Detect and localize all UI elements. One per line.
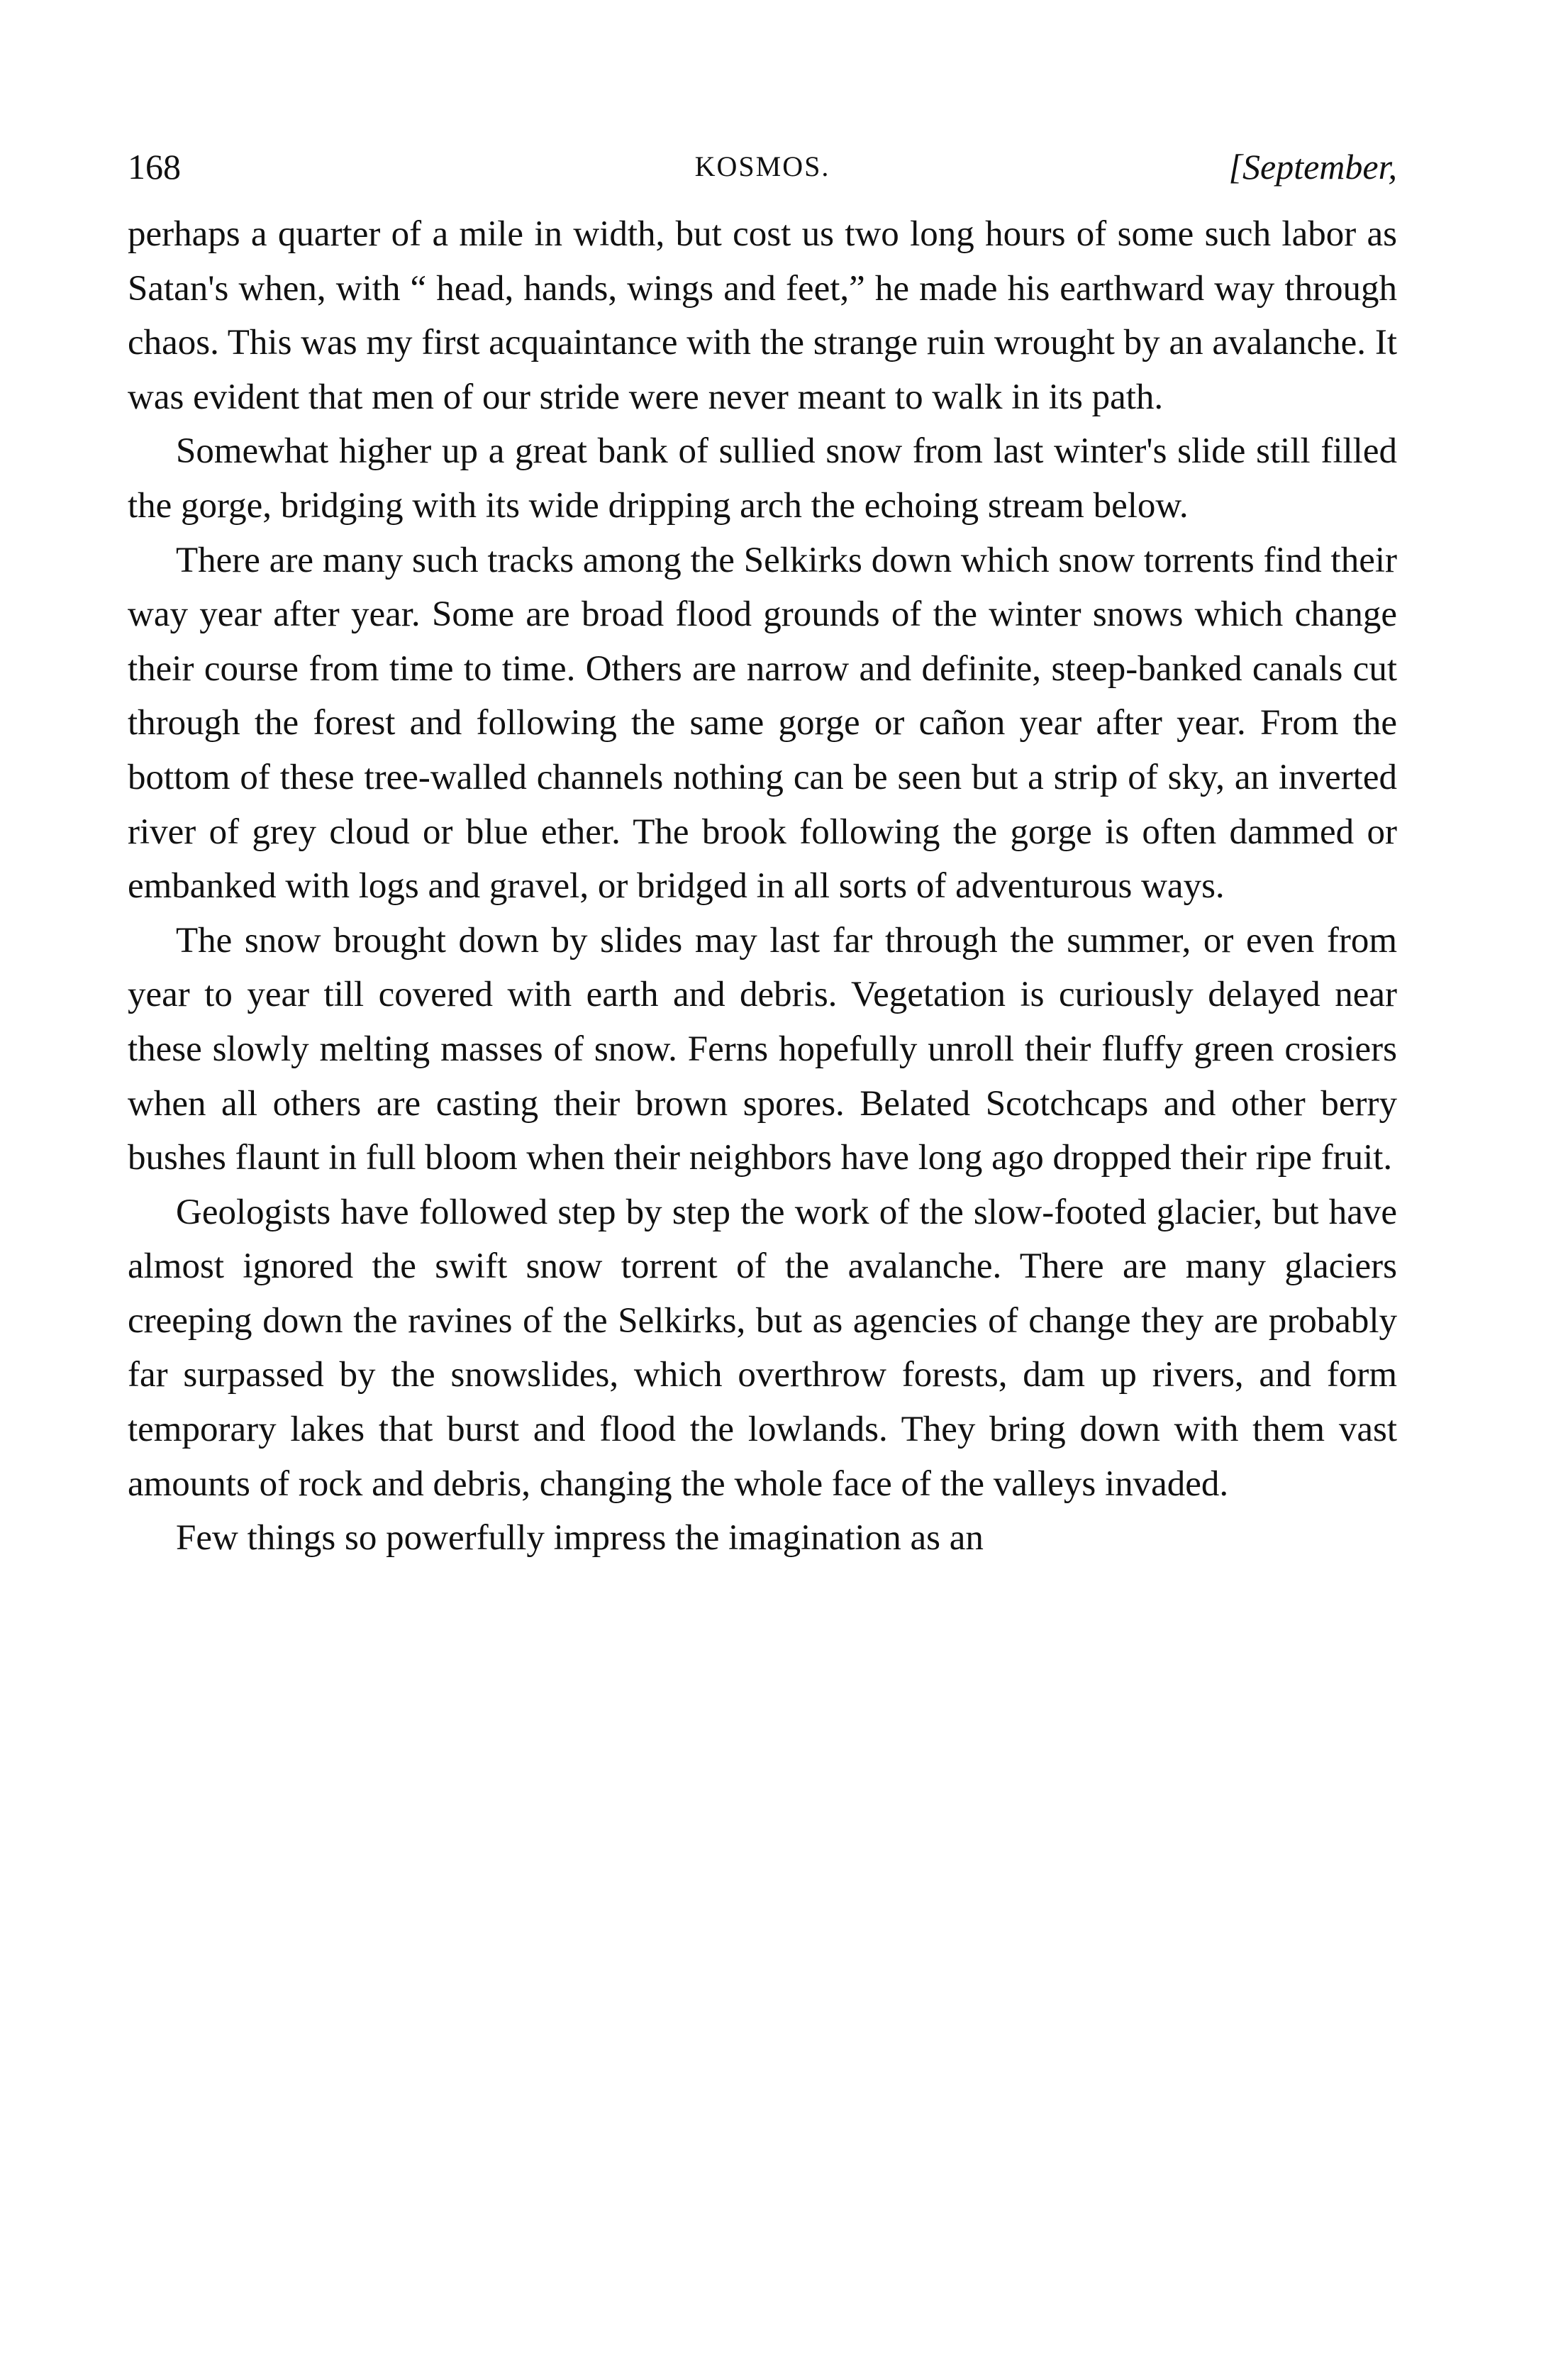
paragraph-continues: Few things so powerfully impress the imagination as an	[176, 1518, 984, 1559]
paragraph: There are many such tracks among the Selkirks down which snow torrents find their way year after year. Some are broad flood grounds of the winter snows which change their course from time to time. Others are narrow and definite, steep-banked canals cut through the forest and following the same gorge or cañon year after year. From the bottom of these tree-walled channels nothing can be seen but a strip of sky, an inverted river of grey cloud or blue ether. The brook following the gorge is often dammed or embanked with logs and gravel, or bridged in all sorts of adventurous ways.	[128, 540, 1397, 907]
book-page	[128, 135, 1397, 1566]
paragraph: Somewhat higher up a great bank of sullied snow from last winter's slide still filled the gorge, bridging with its wide dripping arch the echoing stream below.	[128, 431, 1397, 526]
paragraph: Geologists have followed step by step the work of the slow-footed glacier, but have almost ignored the swift snow torrent of the avalanche. There are many glaciers creeping down the ravines of the Selkirks, but as agencies of change they are probably far surpassed by the snowslides, which overthrow forests, dam up rivers, and form temporary lakes that burst and flood the lowlands. They bring down with them vast amounts of rock and debris, changing the whole face of the valleys invaded.	[128, 1192, 1397, 1504]
page-number: 168	[128, 147, 181, 187]
page-body	[128, 207, 1397, 1566]
running-title: KOSMOS.	[694, 150, 830, 182]
paragraph: The snow brought down by slides may last far through the summer, or even from year to year till covered with earth and debris. Vegetation is curiously delayed near these slowly melting masses of snow. Ferns hopefully unroll their fluffy green crosiers when all others are casting their brown spores. Belated Scotchcaps and other berry bushes flaunt in full bloom when their neighbors have long ago dropped their ripe fruit.	[128, 920, 1397, 1178]
running-month: [September,	[1228, 147, 1397, 187]
running-header	[128, 135, 1397, 199]
paragraph-continued: perhaps a quarter of a mile in width, but cost us two long hours of some such labor as Satan's when, with “ head, hands, wings and feet,” he made his earthward way through chaos. This was my first acquaintance with the strange ruin wrought by an avalanche. It was evident that men of our stride were never meant to walk in its path.	[128, 214, 1397, 417]
